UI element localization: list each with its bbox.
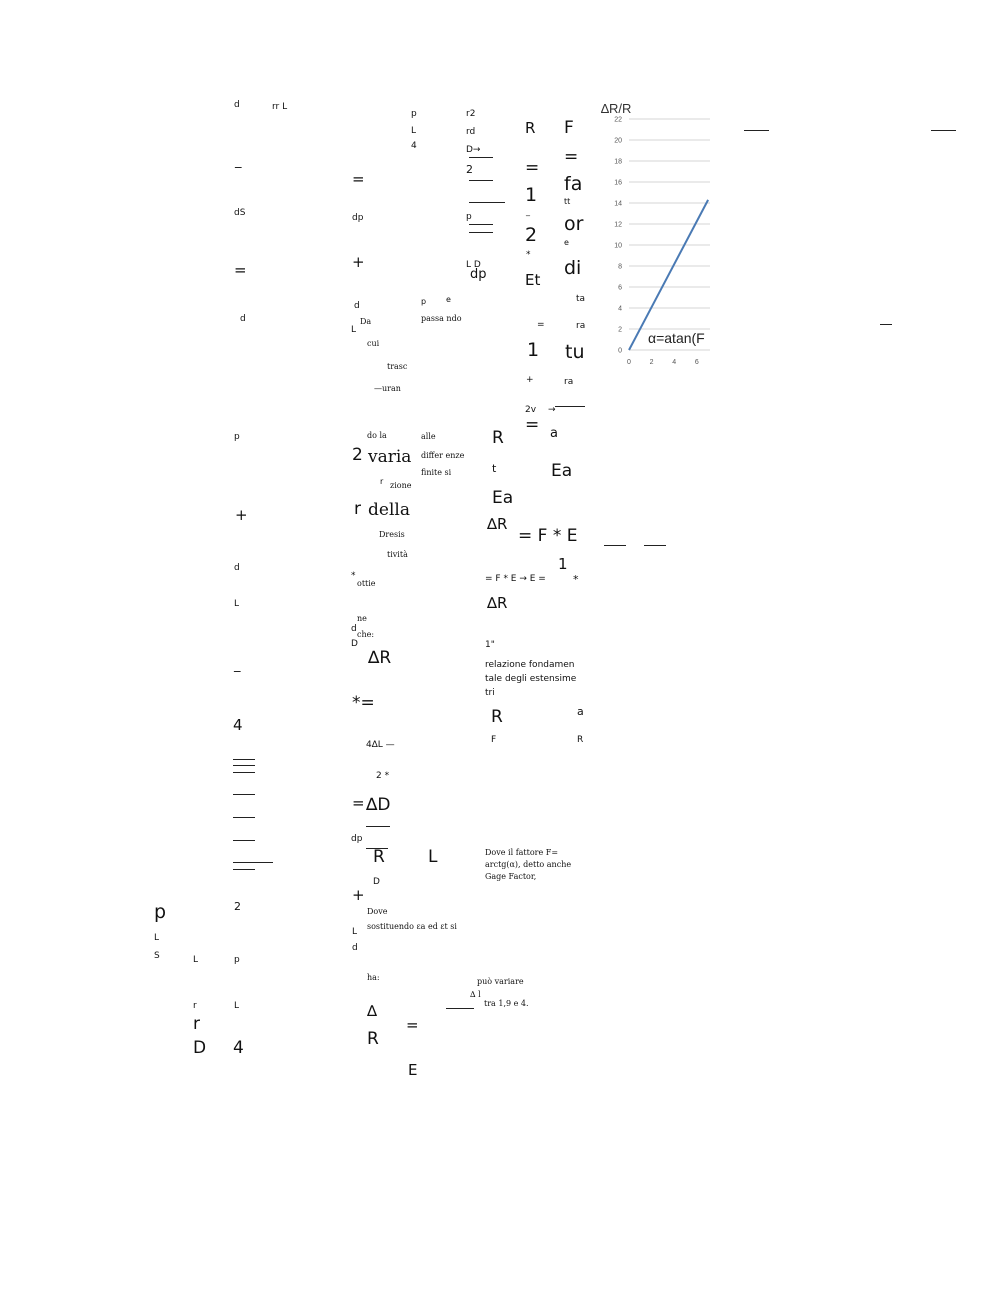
fragment: d — [234, 100, 240, 110]
fragment: L — [428, 847, 438, 867]
fragment: Ea — [492, 488, 514, 508]
fragment: tale degli estensime — [485, 674, 577, 684]
fragment: —uran — [374, 384, 401, 393]
fraction-rule — [555, 406, 585, 407]
fragment: F — [491, 735, 497, 745]
fragment: L — [193, 955, 199, 965]
fraction-rule — [233, 862, 273, 863]
fragment: 4 — [233, 1038, 244, 1058]
fragment: a — [577, 705, 584, 718]
fragment: ha: — [367, 973, 380, 982]
fragment: p — [421, 297, 427, 306]
fragment: p — [234, 432, 240, 442]
fragment: ∆R — [368, 648, 392, 668]
fragment: di — [564, 257, 582, 279]
fragment: r2 — [466, 109, 476, 119]
fragment: ∆D — [366, 795, 391, 815]
fragment: d — [352, 943, 358, 953]
fragment: * — [573, 573, 579, 586]
fragment: arctg(α), detto anche — [485, 860, 572, 869]
fragment: differ enze — [421, 451, 465, 460]
fragment: + — [352, 253, 365, 271]
fragment: R — [491, 707, 503, 727]
fragment: * — [351, 571, 356, 581]
y-tick-label: 10 — [614, 242, 622, 250]
fraction-rule — [469, 202, 505, 203]
fragment: = — [564, 147, 579, 167]
fragment: Dresis — [379, 530, 405, 539]
fraction-rule — [469, 157, 493, 158]
fragment: tività — [387, 550, 408, 559]
fragment: or — [564, 213, 584, 235]
fragment: D — [351, 639, 358, 649]
fragment: zione — [390, 481, 412, 490]
fragment: _ — [526, 207, 530, 216]
fragment: + — [352, 886, 365, 904]
fragment: ∆ l — [470, 990, 481, 999]
fragment: R — [577, 735, 584, 745]
fragment: rr L — [272, 102, 288, 112]
fraction-rule — [233, 840, 255, 841]
fraction-rule — [469, 180, 493, 181]
y-axis-label: ∆R/R — [601, 101, 632, 116]
fragment: dp — [351, 834, 363, 844]
fragment: t — [492, 462, 497, 475]
y-tick-label: 2 — [618, 326, 622, 334]
fragment: 4 — [233, 716, 243, 734]
fragment: d — [351, 624, 357, 634]
fraction-rule — [233, 794, 255, 795]
fragment: F — [564, 118, 574, 138]
fraction-rule — [604, 545, 626, 546]
fragment: L — [234, 1001, 240, 1011]
fragment: 2 — [234, 900, 241, 913]
fraction-rule — [233, 759, 255, 760]
fragment: R — [525, 119, 536, 137]
fragment: tra 1,9 e 4. — [484, 999, 529, 1008]
fragment: + — [235, 506, 248, 524]
fragment: 1" — [485, 640, 495, 650]
y-tick-label: 14 — [614, 200, 622, 208]
fraction-rule — [233, 869, 255, 870]
fragment: _ — [235, 154, 242, 169]
fragment: L — [352, 927, 358, 937]
y-tick-label: 4 — [618, 305, 622, 313]
fragment: * — [526, 250, 531, 260]
y-tick-label: 8 — [618, 263, 622, 271]
fragment: dp — [470, 267, 487, 282]
chart-annotation: α=atan(F — [648, 330, 705, 346]
y-tick-label: 20 — [614, 137, 622, 145]
fragment: p — [234, 955, 240, 965]
fragment: = F * E — [518, 526, 578, 546]
fraction-rule — [931, 130, 956, 131]
fragment: e — [446, 295, 451, 304]
fragment: Ea — [551, 461, 573, 481]
fragment: ∆ — [367, 1002, 378, 1020]
fragment: Dove — [367, 907, 388, 916]
fragment: ∆R — [487, 515, 508, 533]
x-tick-label: 6 — [694, 359, 699, 366]
y-tick-label: 22 — [614, 116, 622, 124]
fragment: ne — [357, 614, 367, 623]
fragment: → — [548, 405, 556, 415]
fragment: do la — [367, 431, 387, 440]
fragment: d — [240, 314, 246, 324]
fragment: 1 — [527, 339, 540, 361]
fragment: L — [234, 599, 240, 609]
fragment: a — [550, 426, 558, 441]
y-tick-label: 18 — [614, 158, 622, 166]
fragment: r — [380, 477, 384, 486]
fragment: passa ndo — [421, 314, 462, 323]
chart-svg — [598, 98, 710, 388]
fragment: 2 — [525, 224, 538, 246]
fragment: trasc — [387, 362, 408, 371]
fraction-rule — [446, 1008, 474, 1009]
fragment: ra — [576, 321, 586, 331]
fragment: d — [354, 301, 360, 311]
fraction-rule — [233, 765, 255, 766]
fragment: d — [234, 563, 240, 573]
fragment: 1 — [525, 184, 538, 206]
line-chart — [598, 98, 710, 388]
fragment: fa — [564, 173, 583, 195]
fragment: tu — [565, 341, 585, 363]
fragment: r — [193, 1014, 200, 1034]
fragment: alle — [421, 432, 436, 441]
fraction-rule — [233, 817, 255, 818]
fragment: *= — [352, 693, 375, 713]
fragment: = — [234, 261, 247, 279]
x-tick-label: 2 — [649, 359, 654, 366]
series-line — [629, 200, 708, 350]
fragment: = — [525, 415, 540, 435]
fragment: della — [368, 500, 410, 520]
y-tick-label: 6 — [618, 284, 622, 292]
fragment: p — [411, 109, 417, 119]
y-tick-label: 0 — [618, 347, 622, 355]
fragment: rd — [466, 127, 476, 137]
fragment: p — [154, 901, 167, 923]
fragment: _ — [234, 658, 241, 673]
fragment: E — [408, 1061, 418, 1079]
fragment: 2 — [466, 163, 473, 176]
fragment: varia — [368, 447, 412, 467]
fragment: = — [352, 170, 365, 188]
fragment: = — [352, 794, 365, 812]
fragment: R — [373, 847, 385, 867]
fraction-rule — [644, 545, 666, 546]
fragment: 2v — [525, 405, 537, 415]
fragment: relazione fondamen — [485, 660, 575, 670]
fragment: Dove il fattore F= — [485, 848, 559, 857]
fraction-rule — [469, 224, 493, 225]
fragment: 4 — [411, 141, 417, 151]
fragment: L D — [466, 260, 481, 270]
fraction-rule — [744, 130, 769, 131]
fragment: S — [154, 951, 160, 961]
fragment: cui — [367, 339, 380, 348]
x-tick-label: 4 — [672, 359, 677, 366]
fragment: = — [525, 158, 540, 178]
y-tick-label: 12 — [614, 221, 622, 229]
fragment: finite si — [421, 468, 452, 477]
fragment: D→ — [466, 145, 481, 155]
fraction-rule — [880, 324, 892, 325]
fraction-rule — [469, 232, 493, 233]
fragment: Et — [525, 271, 541, 289]
fragment: tri — [485, 688, 495, 698]
fragment: Da — [360, 317, 372, 326]
fragment: 2 — [352, 445, 363, 465]
y-tick-label: 16 — [614, 179, 622, 187]
fragment: 4∆L — — [366, 740, 395, 750]
fragment: r — [193, 1001, 197, 1011]
fragment: p — [466, 212, 472, 222]
fragment: r — [354, 499, 361, 519]
fragment: e — [564, 238, 569, 247]
fragment: dp — [352, 213, 364, 223]
fragment: tt — [564, 197, 571, 206]
fragment: ∆R — [487, 594, 508, 612]
fragment: L — [351, 325, 357, 335]
fragment: = — [406, 1016, 419, 1034]
fraction-rule — [366, 826, 390, 827]
fragment: ta — [576, 294, 586, 304]
x-tick-label: 0 — [627, 359, 631, 366]
fragment: L — [411, 126, 417, 136]
fragment: = — [537, 320, 545, 330]
fragment: dS — [234, 208, 246, 218]
fragment: può variare — [477, 977, 524, 986]
fragment: ra — [564, 377, 574, 387]
fragment: D — [193, 1038, 207, 1058]
fragment: R — [367, 1029, 379, 1049]
fraction-rule — [233, 772, 255, 773]
fragment: = F * E → E = — [485, 574, 546, 584]
fragment: R — [492, 428, 504, 448]
fragment: L — [154, 933, 160, 943]
fragment: 1 — [558, 555, 568, 573]
fragment: Gage Factor, — [485, 872, 537, 881]
fragment: ottie — [357, 579, 376, 588]
fragment: 2 * — [376, 771, 390, 781]
fragment: sostituendo εa ed εt si — [367, 922, 457, 931]
fragment: che: — [357, 630, 375, 639]
fragment: D — [373, 877, 380, 887]
fragment: + — [526, 375, 534, 385]
